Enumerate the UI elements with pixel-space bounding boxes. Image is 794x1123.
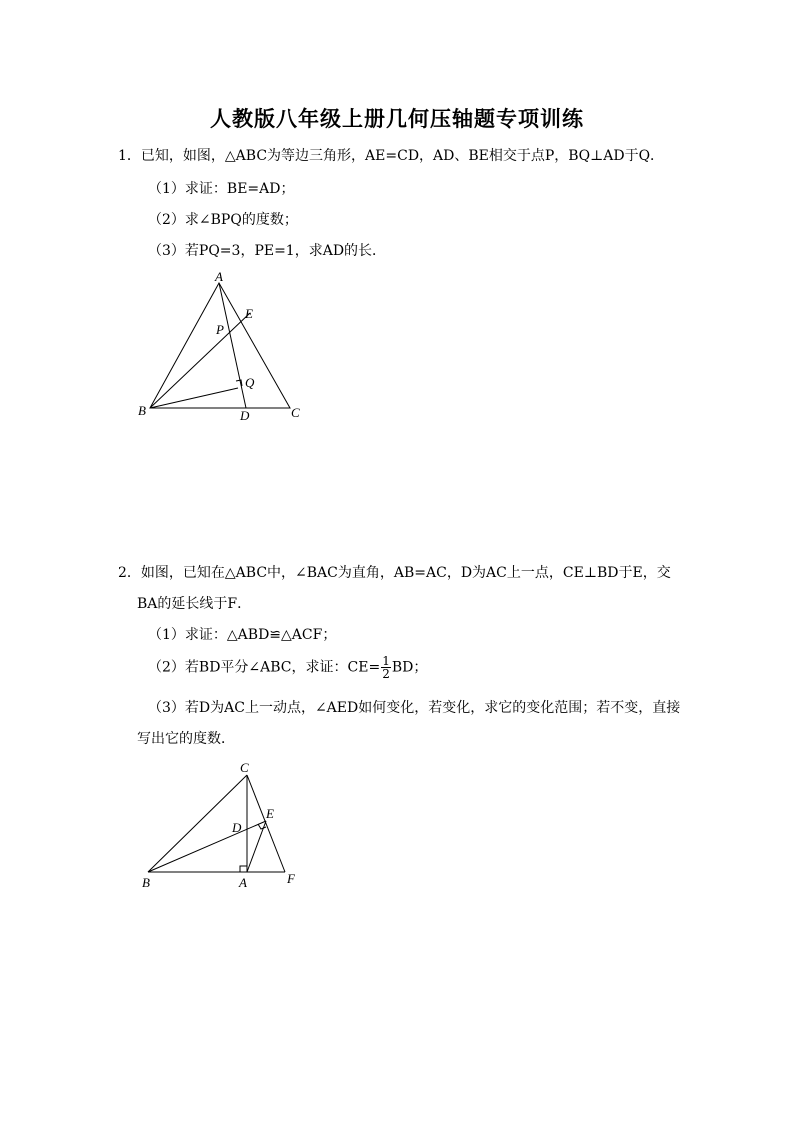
q2-stem-line-1: 2．如图，已知在△ABC中，∠BAC为直角，AB=AC，D为AC上一点，CE⊥BD于E，交 xyxy=(118,565,671,581)
q2-label-d: D xyxy=(232,820,242,835)
q1-label-a: A xyxy=(215,269,223,284)
q2-fraction-den: 2 xyxy=(382,667,390,681)
page-title: 人教版八年级上册几何压轴题专项训练 xyxy=(210,106,584,131)
q2-label-c: C xyxy=(240,760,249,775)
q2-part-3-line-1: （3）若D为AC上一动点，∠AED如何变化，若变化，求它的变化范围；若不变，直接 xyxy=(148,700,681,716)
q2-stem-line-2: BA的延长线于F． xyxy=(137,596,252,612)
q2-label-f: F xyxy=(287,871,295,886)
q1-label-b: B xyxy=(138,403,146,418)
q2-label-b: B xyxy=(142,875,150,890)
q2-right-angle-mark-a xyxy=(240,866,247,872)
q1-part-3: （3）若PQ=3，PE=1，求AD的长． xyxy=(148,243,387,259)
q2-part-2-prefix: （2）若BD平分∠ABC，求证：CE= xyxy=(148,659,381,676)
q1-part-2: （2）求∠BPQ的度数； xyxy=(148,212,298,228)
q1-label-d: D xyxy=(240,408,250,423)
q2-label-e: E xyxy=(266,806,274,821)
q2-part-1: （1）求证：△ABD≌△ACF； xyxy=(148,627,337,643)
q1-part-1: （1）求证：BE=AD； xyxy=(148,181,295,197)
q1-stem: 1．已知，如图，△ABC为等边三角形，AE=CD，AD、BE相交于点P，BQ⊥AD于Q． xyxy=(118,148,665,164)
q1-label-q: Q xyxy=(245,375,255,390)
q2-fraction-num: 1 xyxy=(382,654,390,668)
q1-label-e: E xyxy=(245,306,253,321)
q2-part-3-line-2: 写出它的度数． xyxy=(137,731,235,747)
q2-part-2-suffix: BD； xyxy=(391,659,428,676)
q2-label-a: A xyxy=(239,875,247,890)
q1-label-p: P xyxy=(216,322,224,337)
q1-label-c: C xyxy=(291,405,300,420)
q2-segment-be xyxy=(148,821,266,872)
